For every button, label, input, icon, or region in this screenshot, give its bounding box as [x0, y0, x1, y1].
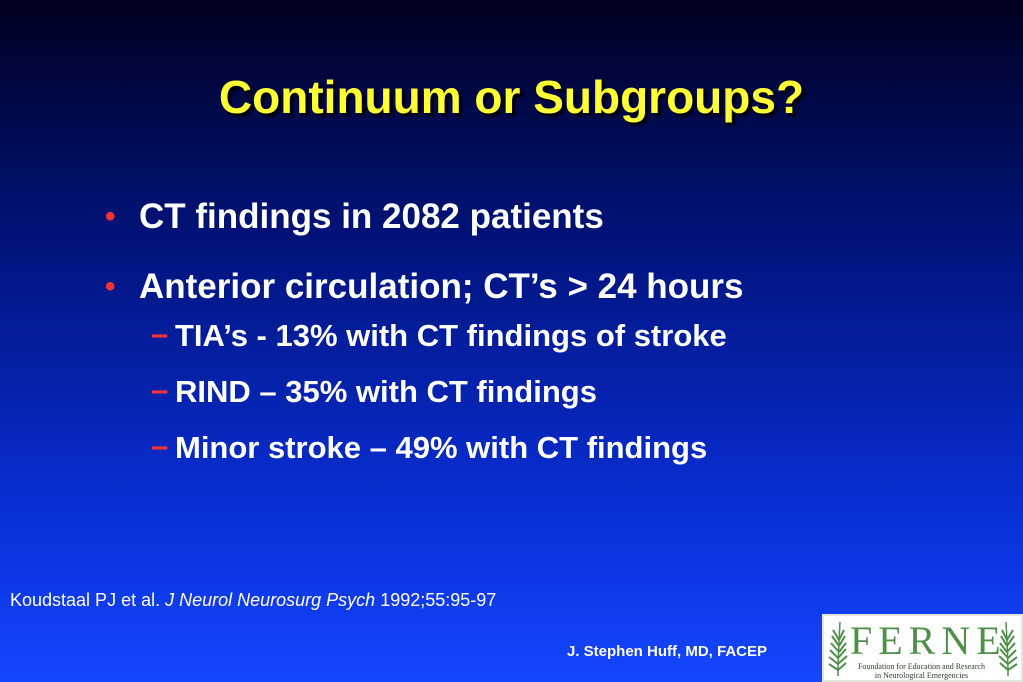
ferne-logo — [822, 614, 1023, 682]
leaf-frond-icon — [826, 620, 850, 678]
logo-letters: FERNE — [850, 618, 1007, 663]
logo-tagline-line2: in Neurological Emergencies — [874, 671, 969, 680]
bullet-marker: • — [105, 270, 116, 303]
bullet-text: Anterior circulation; CT’s > 24 hours — [139, 267, 744, 306]
sub-bullet-marker: – — [151, 316, 169, 351]
logo-tagline-line1: Foundation for Education and Research — [857, 662, 986, 671]
sub-bullet-item — [151, 316, 744, 353]
slide-title: Continuum or Subgroups? — [218, 71, 805, 123]
sub-bullet-item — [151, 428, 744, 465]
citation-journal: J Neurol Neurosurg Psych — [165, 590, 376, 610]
sub-bullet-text: RIND – 35% with CT findings — [175, 374, 597, 409]
citation-authors: Koudstaal PJ et al. — [10, 590, 166, 610]
sub-bullet-item — [151, 372, 744, 409]
sub-bullet-marker: – — [151, 428, 169, 463]
citation — [10, 590, 496, 611]
bullet-item — [105, 268, 744, 305]
sub-bullet-marker: – — [151, 372, 169, 407]
sub-bullet-text: TIA’s - 13% with CT findings of stroke — [175, 318, 727, 353]
bullet-marker: • — [105, 200, 116, 233]
bullet-list — [105, 198, 744, 465]
citation-details: 1992;55:95-97 — [375, 590, 497, 610]
author-credit: J. Stephen Huff, MD, FACEP — [567, 643, 768, 660]
sub-bullet-text: Minor stroke – 49% with CT findings — [175, 430, 708, 465]
bullet-text: CT findings in 2082 patients — [139, 197, 604, 236]
bullet-item — [105, 198, 744, 235]
leaf-frond-icon — [996, 620, 1020, 678]
